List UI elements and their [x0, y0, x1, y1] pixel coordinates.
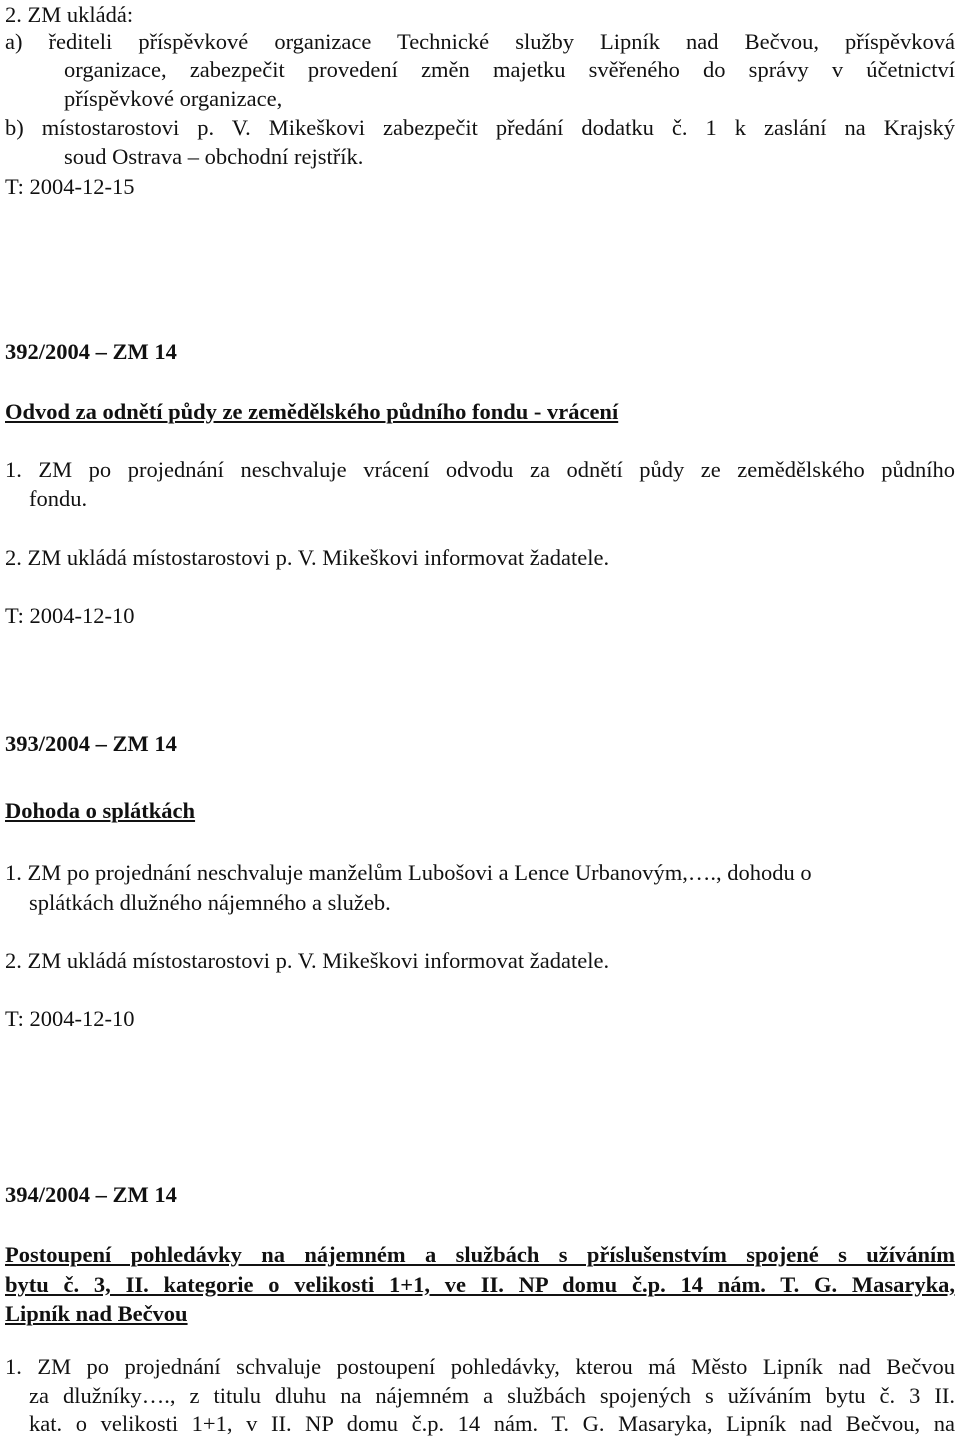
- resolution-title-line-1: Postoupení pohledávky na nájemném a službách s příslušenstvím spojené s užíváním: [5, 1242, 955, 1267]
- resolution-number: 392/2004 – ZM 14: [5, 339, 177, 364]
- resolution-point-1-line-2: fondu.: [29, 486, 88, 511]
- resolution-point-2: 2. ZM ukládá místostarostovi p. V. Mikeškovi informovat žadatele.: [5, 948, 610, 973]
- resolution-number: 394/2004 – ZM 14: [5, 1182, 177, 1207]
- resolution-number: 393/2004 – ZM 14: [5, 731, 177, 756]
- item-a-line-1: a) řediteli příspěvkové organizace Technické služby Lipník nad Bečvou, příspěvková: [5, 29, 955, 54]
- item-a-line-3: příspěvkové organizace,: [64, 86, 283, 111]
- deadline: T: 2004-12-10: [5, 603, 135, 628]
- resolution-title-line-3: Lipník nad Bečvou: [5, 1301, 188, 1326]
- item-b-line-1: b) místostarostovi p. V. Mikeškovi zabezpečit předání dodatku č. 1 k zaslání na Krajský: [5, 115, 955, 140]
- item-a-line-2: organizace, zabezpečit provedení změn majetku svěřeného do správy v účetnictví: [64, 57, 955, 82]
- item-2-heading: 2. ZM ukládá:: [5, 2, 134, 27]
- deadline: T: 2004-12-15: [5, 174, 135, 199]
- resolution-point-1-line-1: 1. ZM po projednání neschvaluje vrácení odvodu za odnětí půdy ze zemědělského půdního: [5, 457, 955, 482]
- resolution-point-1-line-3: kat. o velikosti 1+1, v II. NP domu č.p. 14 nám. T. G. Masaryka, Lipník nad Bečvou, na: [29, 1411, 955, 1436]
- resolution-point-1-line-1: 1. ZM po projednání schvaluje postoupení pohledávky, kterou má Město Lipník nad Bečvou: [5, 1354, 955, 1379]
- resolution-point-2: 2. ZM ukládá místostarostovi p. V. Mikeškovi informovat žadatele.: [5, 545, 610, 570]
- resolution-point-1-line-2: splátkách dlužného nájemného a služeb.: [29, 890, 391, 915]
- resolution-point-1-line-2: za dlužníky…., z titulu dluhu na nájemném a službách spojených s užíváním bytu č. 3 II.: [29, 1383, 955, 1408]
- item-b-line-2: soud Ostrava – obchodní rejstřík.: [64, 144, 364, 169]
- resolution-title-line-2: bytu č. 3, II. kategorie o velikosti 1+1, ve II. NP domu č.p. 14 nám. T. G. Masaryka,: [5, 1272, 955, 1297]
- deadline: T: 2004-12-10: [5, 1006, 135, 1031]
- resolution-title: Dohoda o splátkách: [5, 798, 196, 823]
- resolution-title: Odvod za odnětí půdy ze zemědělského půdního fondu - vrácení: [5, 399, 619, 424]
- resolution-point-1-line-1: 1. ZM po projednání neschvaluje manželům Lubošovi a Lence Urbanovým,…., dohodu o: [5, 860, 812, 885]
